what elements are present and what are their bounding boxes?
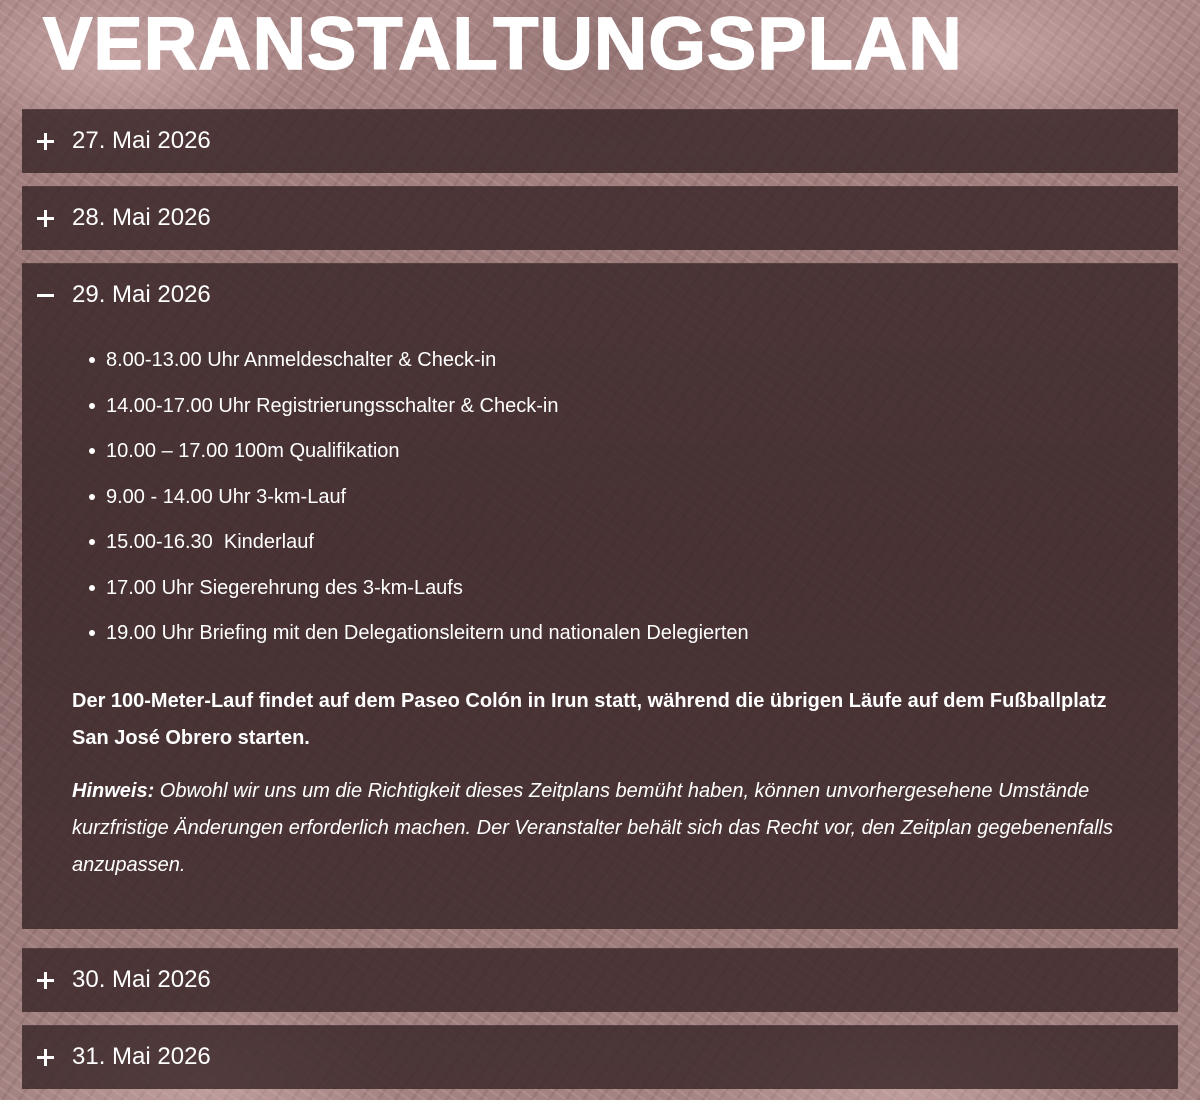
plus-icon-vertical xyxy=(44,1049,47,1066)
bullet-icon xyxy=(89,539,95,545)
plus-icon[interactable] xyxy=(37,972,54,989)
accordion-item-may-28 xyxy=(22,186,1178,250)
accordion-header-may-29[interactable] xyxy=(22,263,1178,327)
accordion-header-may-31[interactable] xyxy=(22,1025,1178,1089)
minus-icon[interactable] xyxy=(37,287,54,304)
plus-icon-vertical xyxy=(44,972,47,989)
event-text: 15.00-16.30 Kinderlauf xyxy=(106,531,314,553)
accordion-header-may-28[interactable] xyxy=(22,186,1178,250)
bullet-icon xyxy=(89,494,95,500)
list-item xyxy=(106,484,1178,530)
accordion-item-may-31 xyxy=(22,1025,1178,1089)
plus-icon[interactable] xyxy=(37,133,54,150)
bullet-icon xyxy=(89,630,95,636)
event-text: 19.00 Uhr Briefing mit den Delegationsleitern und nationalen Delegierten xyxy=(106,622,749,644)
accordion-body-may-29 xyxy=(22,327,1178,884)
event-text: 10.00 – 17.00 100m Qualifikation xyxy=(106,440,400,462)
bullet-icon xyxy=(89,357,95,363)
accordion-header-may-27[interactable] xyxy=(22,109,1178,173)
accordion-label: 31. Mai 2026 xyxy=(72,1043,211,1070)
event-text: 9.00 - 14.00 Uhr 3-km-Lauf xyxy=(106,485,347,508)
plus-icon-vertical xyxy=(44,210,47,227)
accordion-item-may-29 xyxy=(22,263,1178,929)
plus-icon[interactable] xyxy=(37,210,54,227)
list-item xyxy=(106,529,1178,575)
plus-icon-vertical xyxy=(44,133,47,150)
accordion-label: 28. Mai 2026 xyxy=(72,204,211,231)
minus-icon-bar xyxy=(37,294,54,297)
list-item xyxy=(106,347,1178,393)
list-item xyxy=(106,620,1178,666)
accordion-label: 30. Mai 2026 xyxy=(72,966,211,993)
accordion-header-may-30[interactable] xyxy=(22,948,1178,1012)
list-item xyxy=(106,393,1178,439)
list-item xyxy=(106,575,1178,621)
notice-text xyxy=(72,773,1118,884)
event-text: 14.00-17.00 Uhr Registrierungsschalter & Check-in xyxy=(106,394,559,417)
bullet-icon xyxy=(89,585,95,591)
bullet-icon xyxy=(89,403,95,409)
notice-label: Hinweis: xyxy=(72,779,155,802)
notice-body: Obwohl wir uns um die Richtigkeit dieses Zeitplans bemüht haben, können unvorhergesehene Umstände kurzfristige Änderungen erforderlich machen. Der Veranstalter behält sich das Recht vor, den Zeitplan gegebenenfalls anzupassen. xyxy=(72,779,1113,876)
bullet-icon xyxy=(89,448,95,454)
event-text: 8.00-13.00 Uhr Anmeldeschalter & Check-in xyxy=(106,349,497,371)
plus-icon[interactable] xyxy=(37,1049,54,1066)
accordion-label: 27. Mai 2026 xyxy=(72,127,211,154)
event-text: 17.00 Uhr Siegerehrung des 3-km-Laufs xyxy=(106,576,463,599)
venue-text: Der 100-Meter-Lauf findet auf dem Paseo Colón in Irun statt, während die übrigen Läufe auf dem Fußballplatz San José Obrero starten. xyxy=(72,689,1107,749)
accordion-label: 29. Mai 2026 xyxy=(72,281,211,308)
accordion-item-may-30 xyxy=(22,948,1178,1012)
accordion-item-may-27 xyxy=(22,109,1178,173)
event-list xyxy=(72,327,1178,666)
list-item xyxy=(106,438,1178,484)
page-title: VERANSTALTUNGSPLAN xyxy=(43,2,963,85)
